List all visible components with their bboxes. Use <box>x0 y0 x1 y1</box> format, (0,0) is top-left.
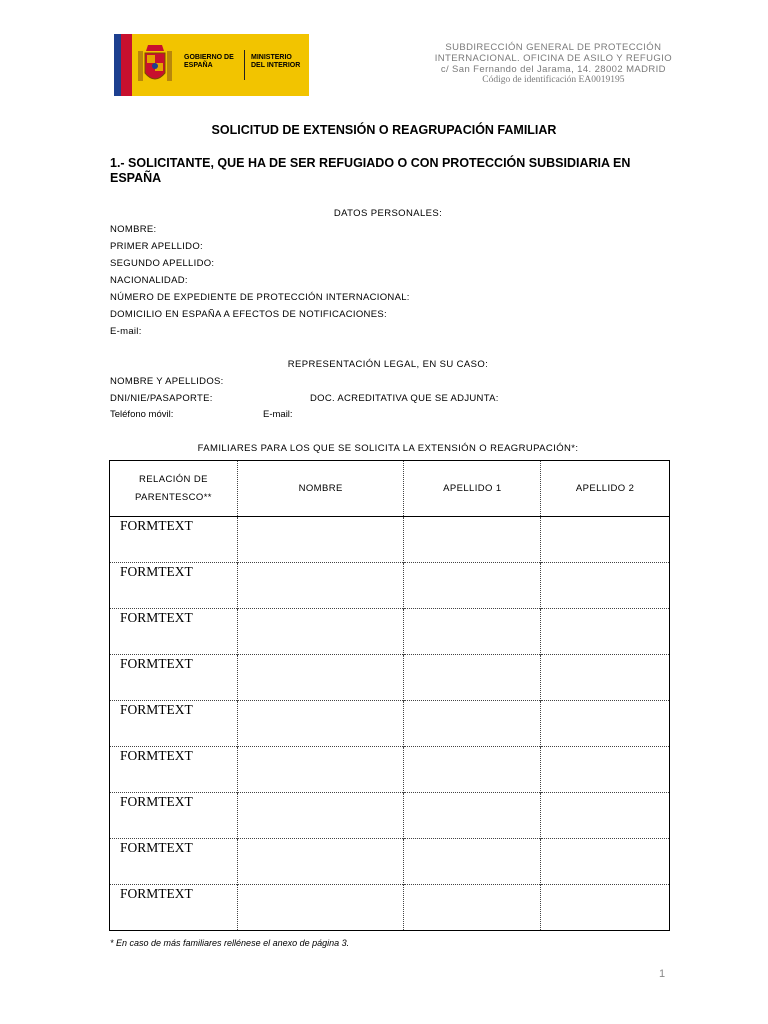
nombre-cell[interactable] <box>237 517 404 563</box>
parentesco-cell[interactable] <box>110 885 238 931</box>
header-line-3: c/ San Fernando del Jarama, 14. 28002 MADRID <box>440 64 666 75</box>
field-domicilio: DOMICILIO EN ESPAÑA A EFECTOS DE NOTIFICACIONES: <box>110 309 387 320</box>
formtext-field[interactable]: FORMTEXT <box>120 886 193 901</box>
table-row <box>110 517 670 563</box>
nombre-cell[interactable] <box>237 839 404 885</box>
apellido1-cell[interactable] <box>404 885 541 931</box>
familiares-heading: FAMILIARES PARA LOS QUE SE SOLICITA LA EXTENSIÓN O REAGRUPACIÓN*: <box>197 443 579 454</box>
apellido2-cell[interactable] <box>541 655 670 701</box>
formtext-field[interactable]: FORMTEXT <box>120 702 193 717</box>
nombre-cell[interactable] <box>237 747 404 793</box>
field-nacionalidad: NACIONALIDAD: <box>110 275 188 286</box>
nombre-cell[interactable] <box>237 885 404 931</box>
apellido1-cell[interactable] <box>404 609 541 655</box>
col-header-parentesco: RELACIÓN DE PARENTESCO** <box>110 461 238 517</box>
rep-doc-acreditativa: DOC. ACREDITATIVA QUE SE ADJUNTA: <box>310 393 499 404</box>
page-number: 1 <box>659 968 666 980</box>
footnote: * En caso de más familiares rellénese el anexo de página 3. <box>110 938 350 948</box>
apellido1-cell[interactable] <box>404 793 541 839</box>
parentesco-cell[interactable] <box>110 701 238 747</box>
formtext-field[interactable]: FORMTEXT <box>120 564 193 579</box>
col-header-apellido-1: APELLIDO 1 <box>404 461 541 517</box>
apellido1-cell[interactable] <box>404 655 541 701</box>
familiares-table <box>109 460 670 931</box>
document-title: SOLICITUD DE EXTENSIÓN O REAGRUPACIÓN FAMILIAR <box>211 123 557 137</box>
header-code: Código de identificación EA0019195 <box>482 75 625 85</box>
representacion-heading: REPRESENTACIÓN LEGAL, EN SU CASO: <box>287 359 489 370</box>
coat-of-arms-icon <box>136 39 174 91</box>
field-primer-apellido: PRIMER APELLIDO: <box>110 241 203 252</box>
formtext-field[interactable]: FORMTEXT <box>120 656 193 671</box>
table-row <box>110 885 670 931</box>
table-row <box>110 609 670 655</box>
field-nombre: NOMBRE: <box>110 224 157 235</box>
parentesco-cell[interactable] <box>110 793 238 839</box>
apellido1-cell[interactable] <box>404 517 541 563</box>
nombre-cell[interactable] <box>237 793 404 839</box>
formtext-field[interactable]: FORMTEXT <box>120 610 193 625</box>
header-line-1: SUBDIRECCIÓN GENERAL DE PROTECCIÓN <box>445 42 662 53</box>
government-logo <box>114 34 309 96</box>
parentesco-cell[interactable] <box>110 517 238 563</box>
datos-personales-heading: DATOS PERSONALES: <box>333 208 443 219</box>
nombre-cell[interactable] <box>237 563 404 609</box>
apellido2-cell[interactable] <box>541 885 670 931</box>
formtext-field[interactable]: FORMTEXT <box>120 518 193 533</box>
formtext-field[interactable]: FORMTEXT <box>120 840 193 855</box>
apellido2-cell[interactable] <box>541 609 670 655</box>
col-header-nombre: NOMBRE <box>237 461 404 517</box>
parentesco-cell[interactable] <box>110 609 238 655</box>
parentesco-cell[interactable] <box>110 747 238 793</box>
col-header-apellido-2: APELLIDO 2 <box>541 461 670 517</box>
formtext-field[interactable]: FORMTEXT <box>120 794 193 809</box>
apellido1-cell[interactable] <box>404 839 541 885</box>
table-row <box>110 793 670 839</box>
table-row <box>110 839 670 885</box>
rep-nombre-apellidos: NOMBRE Y APELLIDOS: <box>110 376 224 387</box>
apellido1-cell[interactable] <box>404 563 541 609</box>
logo-divider <box>244 50 245 80</box>
rep-email: E-mail: <box>263 409 293 420</box>
table-row <box>110 701 670 747</box>
office-header <box>435 42 672 86</box>
logo-gobierno-text: GOBIERNO DE ESPAÑA <box>184 54 234 69</box>
apellido2-cell[interactable] <box>541 517 670 563</box>
table-row <box>110 747 670 793</box>
logo-ministerio-text: MINISTERIO DEL INTERIOR <box>251 54 301 69</box>
rep-telefono: Teléfono móvil: <box>110 409 174 420</box>
section-1-heading: 1.- SOLICITANTE, QUE HA DE SER REFUGIADO O CON PROTECCIÓN SUBSIDIARIA EN ESPAÑA <box>110 156 631 185</box>
flag-stripes <box>114 34 132 96</box>
field-email: E-mail: <box>110 326 142 337</box>
apellido2-cell[interactable] <box>541 793 670 839</box>
header-line-2: INTERNACIONAL. OFICINA DE ASILO Y REFUGIO <box>434 53 672 64</box>
apellido2-cell[interactable] <box>541 839 670 885</box>
apellido1-cell[interactable] <box>404 701 541 747</box>
parentesco-cell[interactable] <box>110 839 238 885</box>
table-row <box>110 563 670 609</box>
parentesco-cell[interactable] <box>110 655 238 701</box>
field-numero-expediente: NÚMERO DE EXPEDIENTE DE PROTECCIÓN INTERNACIONAL: <box>110 292 410 303</box>
apellido2-cell[interactable] <box>541 747 670 793</box>
apellido2-cell[interactable] <box>541 563 670 609</box>
formtext-field[interactable]: FORMTEXT <box>120 748 193 763</box>
nombre-cell[interactable] <box>237 701 404 747</box>
field-segundo-apellido: SEGUNDO APELLIDO: <box>110 258 215 269</box>
table-row <box>110 655 670 701</box>
rep-dni: DNI/NIE/PASAPORTE: <box>110 393 213 404</box>
parentesco-cell[interactable] <box>110 563 238 609</box>
nombre-cell[interactable] <box>237 609 404 655</box>
nombre-cell[interactable] <box>237 655 404 701</box>
apellido2-cell[interactable] <box>541 701 670 747</box>
apellido1-cell[interactable] <box>404 747 541 793</box>
